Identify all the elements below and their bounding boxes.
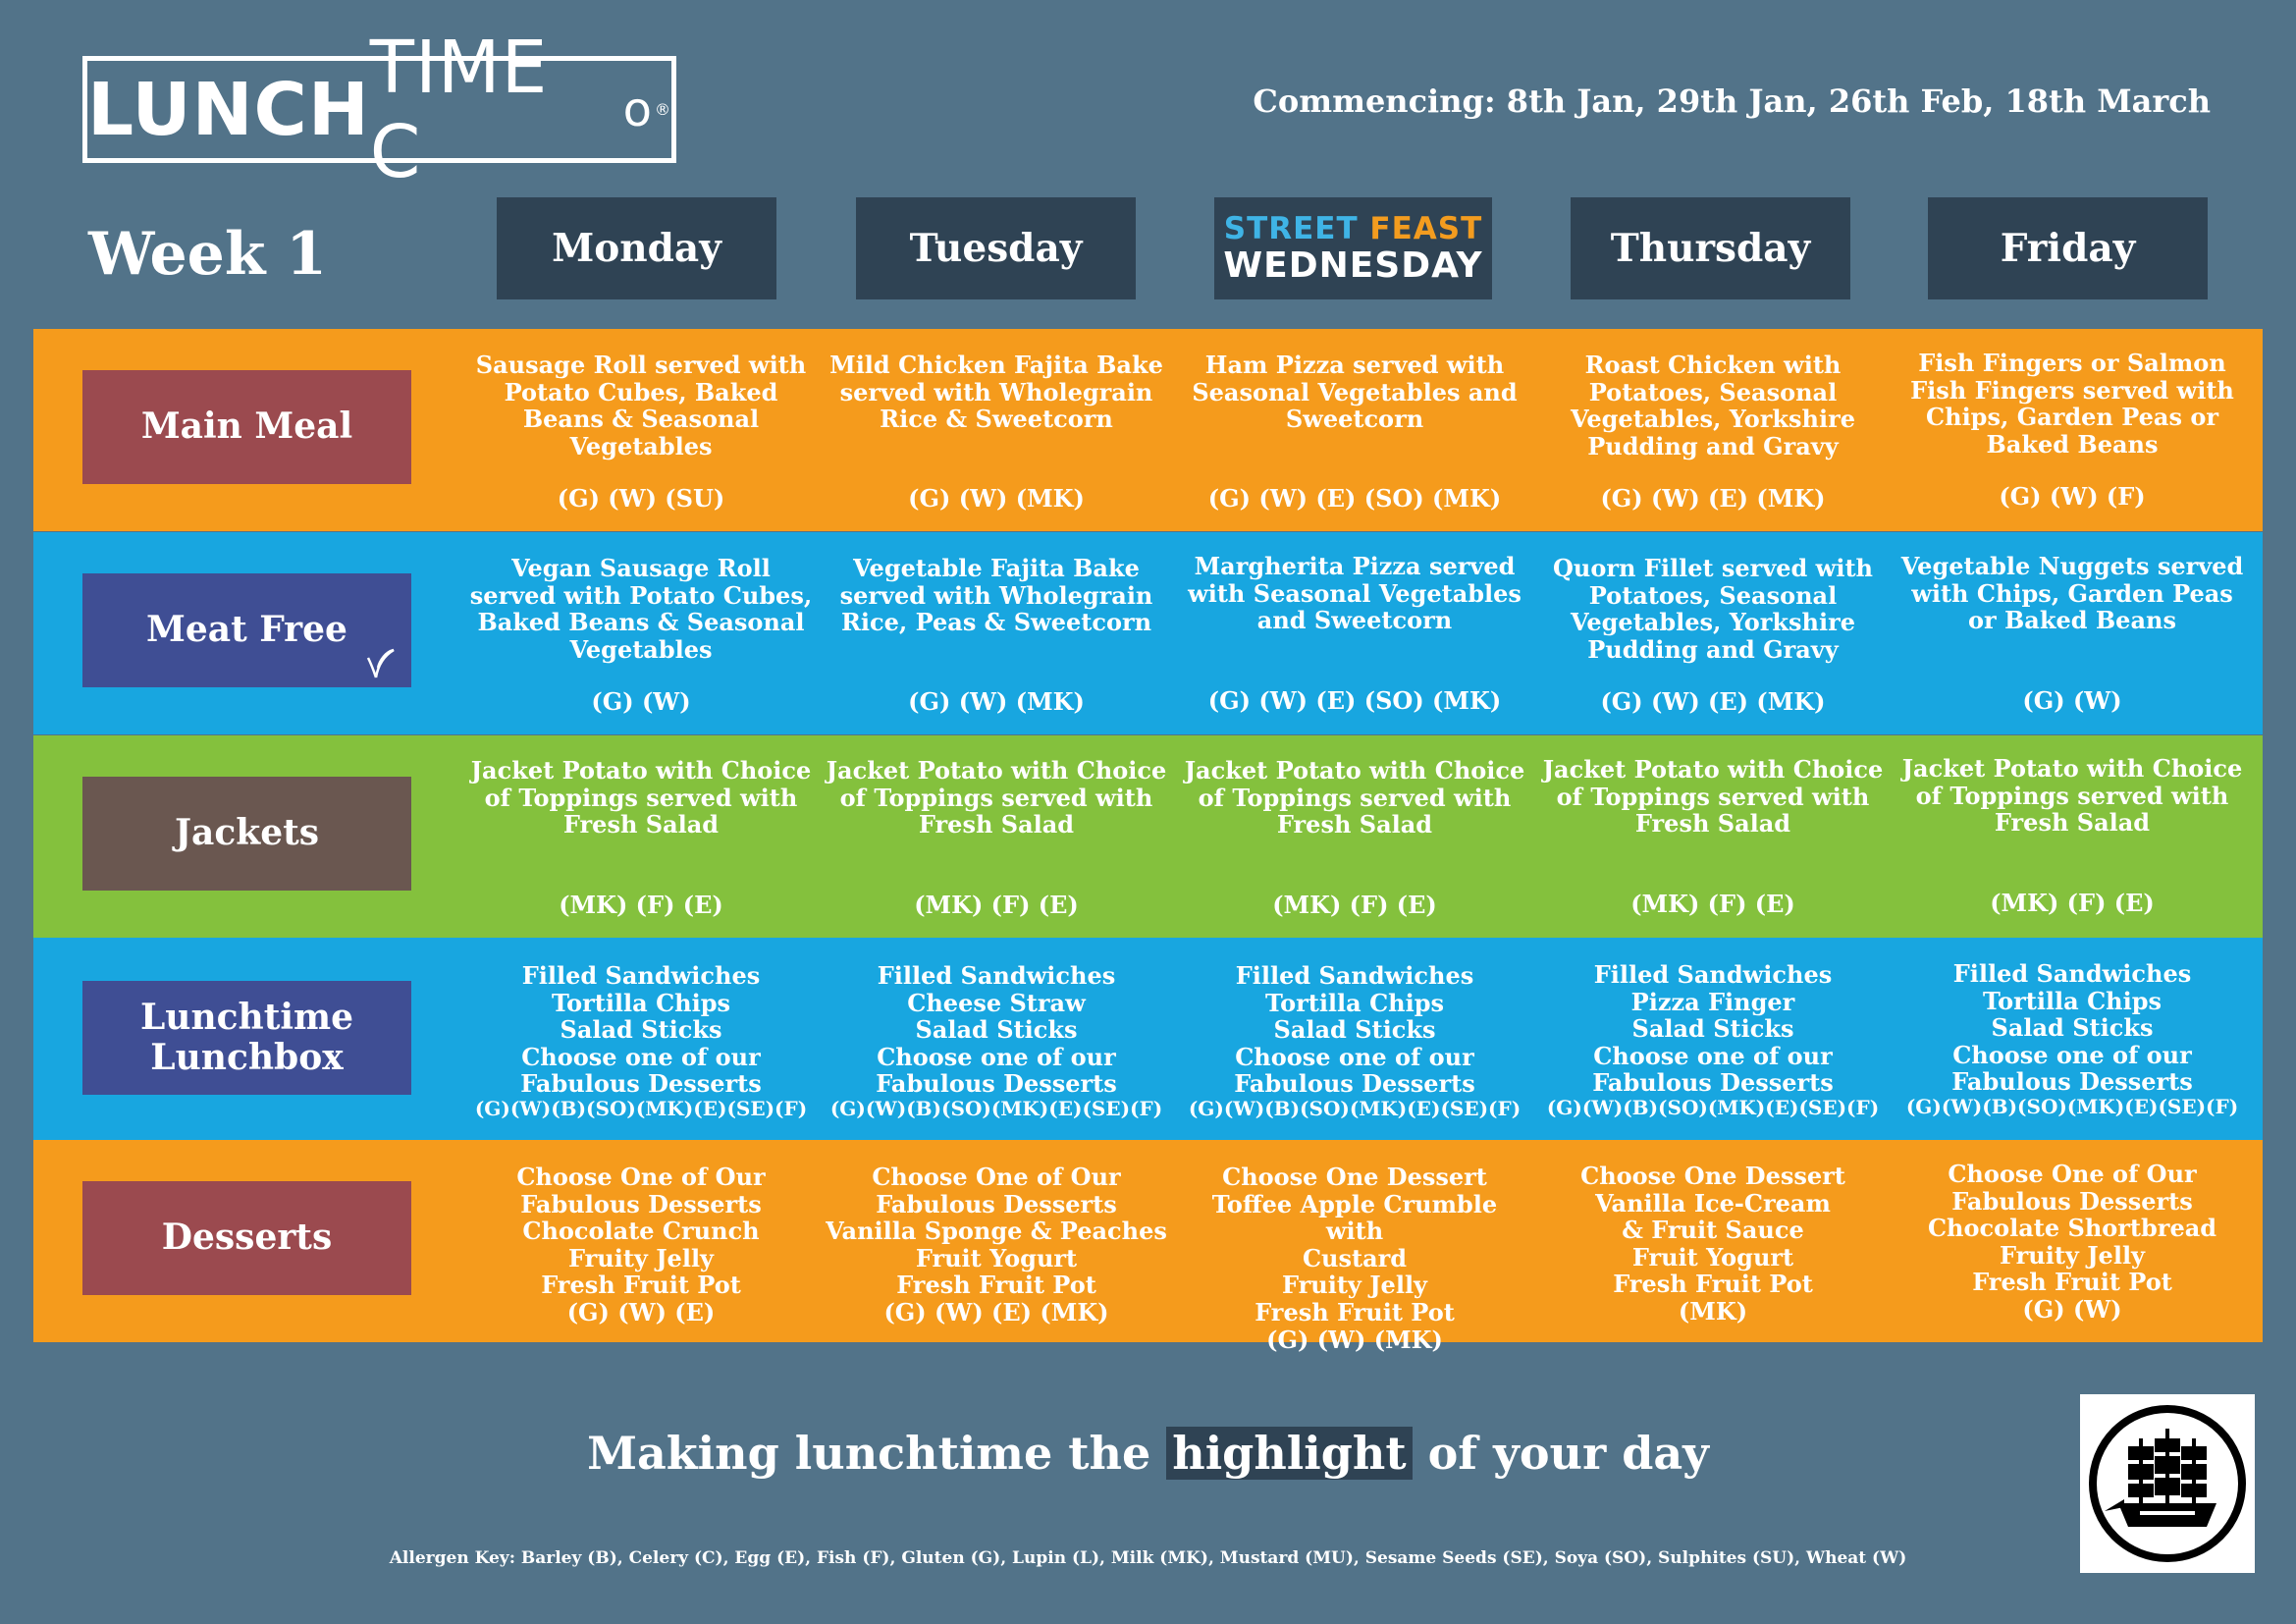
logo-time: TIME C: [369, 25, 549, 194]
menu-cell: [822, 554, 1171, 716]
allergen-text: (G) (W) (MK): [908, 687, 1085, 716]
row-label-lunchbox: Lunchtime Lunchbox: [82, 981, 411, 1095]
menu-cell: [1180, 351, 1529, 513]
dish-text: Fish Fingers or Salmon Fish Fingers served with Chips, Garden Peas or Baked Beans: [1910, 349, 2234, 459]
menu-cell: [1897, 960, 2247, 1118]
row-label-desserts: Desserts: [82, 1181, 411, 1295]
menu-cell: [1538, 554, 1888, 716]
menu-cell: [466, 554, 816, 716]
dish-text: Vegan Sausage Roll served with Potato Cubes, Baked Beans & Seasonal Vegetables: [469, 554, 813, 664]
dish-text: Choose One of Our Fabulous Desserts Chocolate Crunch Fruity Jelly Fresh Fruit Pot: [516, 1163, 766, 1300]
dish-text: Choose One of Our Fabulous Desserts Vanilla Sponge & Peaches Fruit Yogurt Fresh Fruit Pot: [826, 1163, 1167, 1300]
wednesday-word: WEDNESDAY: [1223, 244, 1483, 286]
menu-cell: [466, 351, 816, 513]
allergen-key: Allergen Key: Barley (B), Celery (C), Egg (E), Fish (F), Gluten (G), Lupin (L), Milk (MK), Mustard (MU), Sesame Seeds (SE), Soya (SO), Sulphites (SU), Wheat (W): [389, 1548, 1907, 1568]
allergen-text: (G)(W)(B)(SO)(MK)(E)(SE)(F): [1546, 1095, 1880, 1119]
menu-cell: [1897, 552, 2247, 715]
dish-text: Vegetable Nuggets served with Chips, Garden Peas or Baked Beans: [1900, 552, 2244, 635]
day-header-tuesday: Tuesday: [856, 197, 1136, 299]
menu-cell: [822, 351, 1171, 513]
tagline-after: of your day: [1412, 1427, 1709, 1480]
dish-text: Filled Sandwiches Tortilla Chips Salad Sticks Choose one of our Fabulous Desserts: [1951, 959, 2193, 1097]
dish-text: Jacket Potato with Choice of Toppings served with Fresh Salad: [826, 756, 1167, 839]
allergen-text: (MK) (F) (E): [1630, 890, 1795, 918]
menu-cell: [1538, 961, 1888, 1119]
menu-cell: [1180, 962, 1529, 1120]
ship-badge-icon: [2080, 1394, 2255, 1573]
menu-cell: [1897, 349, 2247, 511]
menu-cell: [466, 962, 816, 1120]
allergen-text: (G)(W)(B)(SO)(MK)(E)(SE)(F): [829, 1096, 1163, 1120]
menu-cell: [1180, 552, 1529, 715]
allergen-text: (G) (W) (E) (SO) (MK): [1207, 484, 1502, 513]
dish-text: Choose One Dessert Toffee Apple Crumble with Custard Fruity Jelly Fresh Fruit Pot: [1211, 1163, 1498, 1326]
dish-text: Ham Pizza served with Seasonal Vegetables and Sweetcorn: [1192, 351, 1518, 434]
row-label-main-meal: Main Meal: [82, 370, 411, 484]
allergen-text: (MK) (F) (E): [914, 891, 1079, 919]
dish-text: Jacket Potato with Choice of Toppings served with Fresh Salad: [1901, 754, 2243, 838]
tagline: [0, 1427, 2296, 1480]
menu-cell: [466, 756, 816, 919]
allergen-text: (G)(W)(B)(SO)(MK)(E)(SE)(F): [1905, 1094, 2239, 1118]
street-word: STREET: [1223, 210, 1359, 246]
allergen-text: (MK) (F) (E): [1272, 891, 1437, 919]
menu-cell: [822, 962, 1171, 1120]
dish-text: Sausage Roll served with Potato Cubes, Baked Beans & Seasonal Vegetables: [475, 351, 807, 460]
feast-word: FEAST: [1369, 210, 1483, 246]
menu-cell: [1538, 1163, 1888, 1326]
dish-text: Vegetable Fajita Bake served with Wholegrain Rice, Peas & Sweetcorn: [839, 554, 1153, 637]
allergen-text: (G) (W) (E) (MK): [1600, 687, 1826, 716]
dish-text: Filled Sandwiches Cheese Straw Salad Sticks Choose one of our Fabulous Desserts: [876, 961, 1117, 1099]
dish-text: Jacket Potato with Choice of Toppings served with Fresh Salad: [1542, 755, 1884, 839]
allergen-text: (G) (W): [2022, 1294, 2122, 1324]
menu-cell: [466, 1164, 816, 1326]
allergen-text: (G) (W): [2022, 686, 2122, 715]
row-label-jackets: Jackets: [82, 777, 411, 891]
logo-o: o: [622, 81, 653, 137]
street-feast-label: [1223, 210, 1483, 246]
dish-text: Jacket Potato with Choice of Toppings served with Fresh Salad: [470, 756, 812, 839]
dish-text: Mild Chicken Fajita Bake served with Wholegrain Rice & Sweetcorn: [829, 351, 1163, 434]
day-header-wednesday: [1214, 197, 1492, 299]
allergen-text: (G) (W): [591, 687, 691, 716]
menu-cell: [1897, 1161, 2247, 1324]
allergen-text: (G) (W) (E): [566, 1297, 716, 1326]
allergen-text: (G) (W) (E) (SO) (MK): [1207, 686, 1502, 715]
tagline-highlight: highlight: [1166, 1427, 1412, 1480]
menu-cell: [822, 1164, 1171, 1326]
allergen-text: (G) (W) (E) (MK): [883, 1297, 1109, 1326]
menu-cell: [1897, 754, 2247, 917]
menu-cell: [1180, 1164, 1529, 1353]
menu-cell: [1538, 755, 1888, 918]
allergen-text: (G)(W)(B)(SO)(MK)(E)(SE)(F): [474, 1096, 808, 1120]
day-header-monday: Monday: [497, 197, 776, 299]
menu-cell: [1538, 351, 1888, 513]
allergen-text: (G) (W) (MK): [908, 484, 1085, 513]
dish-text: Quorn Fillet served with Potatoes, Seasonal Vegetables, Yorkshire Pudding and Gravy: [1552, 554, 1873, 664]
allergen-text: (G) (W) (E) (MK): [1600, 484, 1826, 513]
dish-text: Choose One Dessert Vanilla Ice-Cream & Fruit Sauce Fruit Yogurt Fresh Fruit Pot: [1580, 1162, 1845, 1299]
allergen-text: (G) (W) (SU): [557, 484, 725, 513]
dish-text: Filled Sandwiches Pizza Finger Salad Sticks Choose one of our Fabulous Desserts: [1592, 960, 1834, 1098]
allergen-text: (G)(W)(B)(SO)(MK)(E)(SE)(F): [1188, 1096, 1522, 1120]
day-header-friday: Friday: [1928, 197, 2208, 299]
allergen-text: (G) (W) (MK): [1266, 1325, 1443, 1354]
dish-text: Jacket Potato with Choice of Toppings served with Fresh Salad: [1184, 756, 1525, 839]
dish-text: Roast Chicken with Potatoes, Seasonal Vegetables, Yorkshire Pudding and Gravy: [1570, 351, 1856, 460]
allergen-text: (G) (W) (F): [1999, 482, 2146, 511]
day-header-thursday: Thursday: [1571, 197, 1850, 299]
dish-text: Choose One of Our Fabulous Desserts Chocolate Shortbread Fruity Jelly Fresh Fruit Pot: [1927, 1160, 2217, 1297]
menu-cell: [822, 756, 1171, 919]
ship-icon: [2085, 1401, 2250, 1566]
vegetarian-leaf-icon: [360, 644, 396, 679]
commencing-dates: Commencing: 8th Jan, 29th Jan, 26th Feb, 18th March: [1253, 82, 2211, 120]
dish-text: Filled Sandwiches Tortilla Chips Salad Sticks Choose one of our Fabulous Desserts: [520, 961, 762, 1099]
dish-text: Filled Sandwiches Tortilla Chips Salad Sticks Choose one of our Fabulous Desserts: [1234, 961, 1475, 1099]
row-label-meat-free: [82, 573, 411, 687]
logo-registered: ®: [655, 100, 671, 119]
menu-cell: [1180, 756, 1529, 919]
week-title: Week 1: [88, 220, 328, 289]
logo-lunch: LUNCH: [87, 67, 370, 152]
brand-logo: [82, 25, 676, 194]
allergen-text: (MK): [1678, 1296, 1748, 1326]
dish-text: Margherita Pizza served with Seasonal Vegetables and Sweetcorn: [1188, 552, 1522, 635]
allergen-text: (MK) (F) (E): [1990, 889, 2155, 917]
tagline-before: Making lunchtime the: [587, 1427, 1167, 1480]
row-label-meat-free-text: Meat Free: [146, 609, 347, 651]
allergen-text: (MK) (F) (E): [559, 891, 723, 919]
